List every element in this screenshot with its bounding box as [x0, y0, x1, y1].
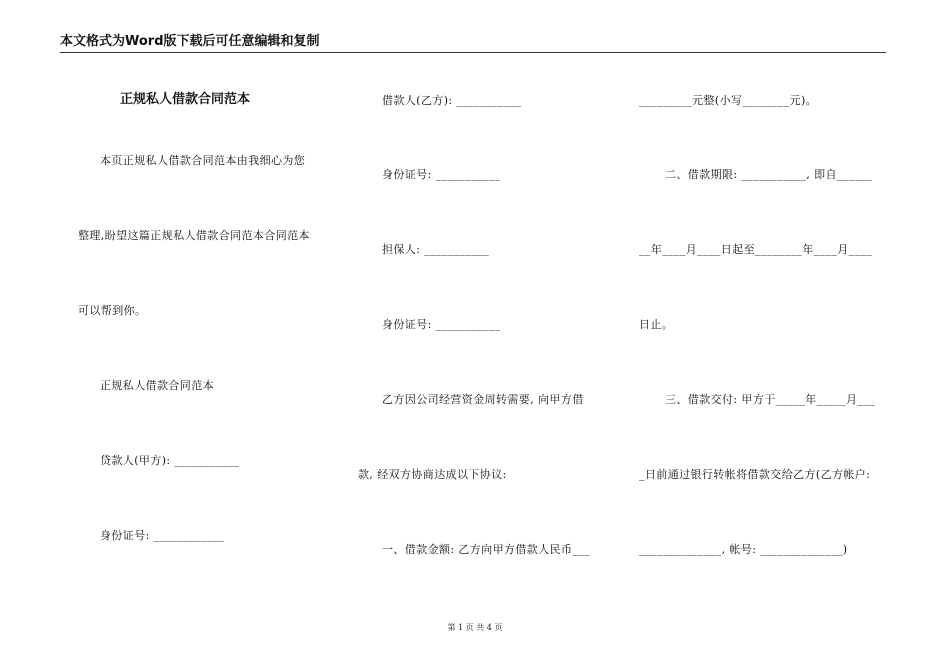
guarantor-id-field: 身份证号: ___________ [382, 318, 501, 331]
paragraph-line: 可以帮到你。 [78, 304, 147, 317]
paragraph-line: ______________, 帐号: ______________) [639, 543, 848, 556]
text-column-3 [637, 0, 887, 672]
paragraph-line: _日前通过银行转帐将借款交给乙方(乙方帐户: [639, 468, 871, 481]
paragraph-line: __年____月____日起至________年____月____ [639, 243, 873, 256]
loan-delivery-clause: 三、借款交付: 甲方于_____年_____月___ [665, 393, 876, 406]
borrower-id-field: 身份证号: ___________ [382, 168, 501, 181]
paragraph-line: 乙方因公司经营资金周转需要, 向甲方借 [382, 393, 584, 406]
loan-amount-clause: 一、借款金额: 乙方向甲方借款人民币___ [382, 543, 591, 556]
paragraph-line: 本页正规私人借款合同范本由我细心为您 [100, 154, 306, 167]
header-title: 本文格式为Word版下载后可任意编辑和复制 [60, 34, 320, 49]
guarantor-field: 担保人: ___________ [382, 243, 490, 256]
paragraph-line: _________元整(小写________元)。 [639, 94, 818, 107]
text-column-2 [358, 0, 608, 672]
borrower-field: 借款人(乙方): ___________ [382, 94, 522, 107]
lender-field: 贷款人(甲方): ___________ [100, 454, 240, 467]
section-heading: 正规私人借款合同范本 [100, 379, 214, 392]
lender-id-field: 身份证号: ____________ [100, 529, 225, 542]
text-column-1 [78, 0, 326, 672]
document-title: 正规私人借款合同范本 [120, 92, 251, 107]
paragraph-line: 日止。 [639, 318, 674, 331]
loan-term-clause: 二、借款期限: ___________, 即自______ [665, 168, 873, 181]
paragraph-line: 整理,盼望这篇正规私人借款合同范本合同范本 [78, 229, 310, 242]
paragraph-line: 款, 经双方协商达成以下协议: [358, 468, 507, 481]
page-number: 第 1 页 共 4 页 [447, 623, 503, 632]
